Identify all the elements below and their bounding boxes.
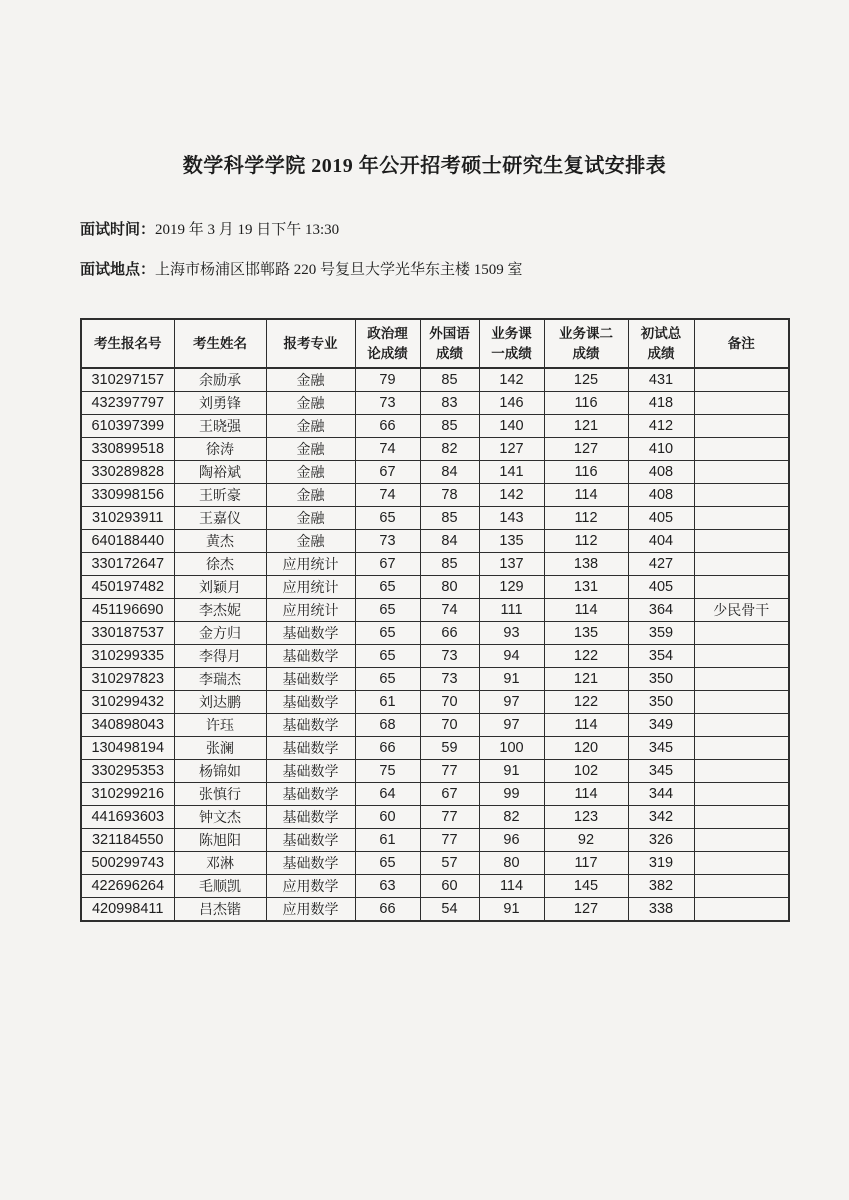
- table-cell: 441693603: [81, 806, 174, 829]
- table-cell: 陶裕斌: [174, 461, 266, 484]
- table-cell: 120: [544, 737, 628, 760]
- table-cell: [694, 691, 789, 714]
- table-cell: 65: [355, 576, 420, 599]
- document-title: 数学科学学院 2019 年公开招考硕士研究生复试安排表: [182, 155, 667, 177]
- table-cell: 405: [628, 576, 694, 599]
- table-cell: 应用数学: [266, 875, 355, 898]
- table-cell: 刘勇锋: [174, 392, 266, 415]
- table-cell: 127: [479, 438, 544, 461]
- table-cell: 73: [355, 392, 420, 415]
- table-cell: 122: [544, 645, 628, 668]
- table-cell: 74: [355, 438, 420, 461]
- table-cell: 金融: [266, 507, 355, 530]
- table-cell: 74: [420, 599, 479, 622]
- table-cell: 142: [479, 484, 544, 507]
- table-cell: 65: [355, 622, 420, 645]
- table-cell: 68: [355, 714, 420, 737]
- table-cell: 徐杰: [174, 553, 266, 576]
- table-cell: 310297157: [81, 368, 174, 392]
- table-cell: 李瑞杰: [174, 668, 266, 691]
- table-cell: 84: [420, 461, 479, 484]
- table-cell: 450197482: [81, 576, 174, 599]
- table-cell: 112: [544, 507, 628, 530]
- table-row: [81, 530, 789, 553]
- table-cell: 405: [628, 507, 694, 530]
- table-cell: 64: [355, 783, 420, 806]
- table-body: [81, 368, 789, 921]
- table-cell: 114: [544, 714, 628, 737]
- table-cell: 340898043: [81, 714, 174, 737]
- table-cell: 基础数学: [266, 783, 355, 806]
- table-cell: 应用统计: [266, 553, 355, 576]
- table-cell: 345: [628, 760, 694, 783]
- table-cell: 310293911: [81, 507, 174, 530]
- table-row: [81, 645, 789, 668]
- table-cell: [694, 553, 789, 576]
- table-cell: 李杰妮: [174, 599, 266, 622]
- table-cell: 金方归: [174, 622, 266, 645]
- table-cell: [694, 645, 789, 668]
- column-header: 报考专业: [266, 319, 355, 368]
- table-cell: [694, 898, 789, 922]
- table-cell: 59: [420, 737, 479, 760]
- table-cell: 许珏: [174, 714, 266, 737]
- table-cell: 422696264: [81, 875, 174, 898]
- table-row: [81, 691, 789, 714]
- table-row: [81, 875, 789, 898]
- header-row: [81, 319, 789, 368]
- table-cell: 83: [420, 392, 479, 415]
- table-row: [81, 783, 789, 806]
- table-cell: 121: [544, 415, 628, 438]
- table-cell: [694, 368, 789, 392]
- table-cell: 408: [628, 461, 694, 484]
- table-cell: 82: [420, 438, 479, 461]
- table-cell: 李得月: [174, 645, 266, 668]
- table-cell: [694, 438, 789, 461]
- table-cell: [694, 507, 789, 530]
- table-cell: 66: [355, 898, 420, 922]
- table-cell: 114: [544, 783, 628, 806]
- table-cell: 142: [479, 368, 544, 392]
- table-row: [81, 484, 789, 507]
- interview-time-label: 面试时间：: [80, 221, 156, 238]
- table-cell: 130498194: [81, 737, 174, 760]
- table-cell: 410: [628, 438, 694, 461]
- table-cell: 143: [479, 507, 544, 530]
- table-cell: 91: [479, 760, 544, 783]
- table-cell: 基础数学: [266, 806, 355, 829]
- table-cell: 146: [479, 392, 544, 415]
- table-cell: 金融: [266, 392, 355, 415]
- table-cell: 80: [479, 852, 544, 875]
- table-cell: 基础数学: [266, 622, 355, 645]
- table-row: [81, 852, 789, 875]
- table-cell: 基础数学: [266, 668, 355, 691]
- table-cell: 382: [628, 875, 694, 898]
- table-cell: 徐涛: [174, 438, 266, 461]
- table-cell: 78: [420, 484, 479, 507]
- table-cell: 77: [420, 760, 479, 783]
- table-cell: 应用统计: [266, 576, 355, 599]
- table-cell: [694, 875, 789, 898]
- table-cell: 73: [420, 668, 479, 691]
- column-header: 考生姓名: [174, 319, 266, 368]
- table-cell: 418: [628, 392, 694, 415]
- table-row: [81, 415, 789, 438]
- table-cell: 412: [628, 415, 694, 438]
- table-cell: [694, 415, 789, 438]
- table-cell: 65: [355, 668, 420, 691]
- table-cell: 84: [420, 530, 479, 553]
- table-row: [81, 392, 789, 415]
- table-cell: [694, 576, 789, 599]
- table-cell: 135: [479, 530, 544, 553]
- table-cell: 67: [355, 461, 420, 484]
- table-cell: 344: [628, 783, 694, 806]
- table-cell: 451196690: [81, 599, 174, 622]
- table-cell: 65: [355, 852, 420, 875]
- table-cell: [694, 668, 789, 691]
- table-row: [81, 668, 789, 691]
- table-cell: 毛顺凯: [174, 875, 266, 898]
- table-cell: 138: [544, 553, 628, 576]
- table-cell: 61: [355, 829, 420, 852]
- column-header: 业务课二 成绩: [544, 319, 628, 368]
- table-cell: 陈旭阳: [174, 829, 266, 852]
- table-row: [81, 368, 789, 392]
- table-cell: 张澜: [174, 737, 266, 760]
- table-row: [81, 576, 789, 599]
- table-row: [81, 714, 789, 737]
- table-cell: [694, 392, 789, 415]
- table-cell: 127: [544, 438, 628, 461]
- table-cell: 420998411: [81, 898, 174, 922]
- table-cell: 114: [479, 875, 544, 898]
- table-cell: 93: [479, 622, 544, 645]
- table-cell: 100: [479, 737, 544, 760]
- table-cell: 应用数学: [266, 898, 355, 922]
- table-cell: 张慎行: [174, 783, 266, 806]
- table-cell: 73: [355, 530, 420, 553]
- table-cell: 97: [479, 714, 544, 737]
- table-cell: 117: [544, 852, 628, 875]
- table-cell: 基础数学: [266, 852, 355, 875]
- table-cell: [694, 622, 789, 645]
- table-cell: 431: [628, 368, 694, 392]
- interview-time-value: 2019 年 3 月 19 日下午 13:30: [155, 222, 340, 238]
- table-cell: 125: [544, 368, 628, 392]
- column-header: 外国语 成绩: [420, 319, 479, 368]
- table-row: [81, 599, 789, 622]
- table-cell: 112: [544, 530, 628, 553]
- table-cell: 65: [355, 645, 420, 668]
- table-cell: 67: [355, 553, 420, 576]
- table-cell: 91: [479, 898, 544, 922]
- table-cell: 326: [628, 829, 694, 852]
- column-header: 初试总 成绩: [628, 319, 694, 368]
- table-cell: 122: [544, 691, 628, 714]
- table-cell: 114: [544, 599, 628, 622]
- table-cell: 330899518: [81, 438, 174, 461]
- table-cell: 吕杰锴: [174, 898, 266, 922]
- table-cell: 321184550: [81, 829, 174, 852]
- table-cell: 77: [420, 806, 479, 829]
- table-cell: 金融: [266, 484, 355, 507]
- table-cell: 66: [420, 622, 479, 645]
- table-cell: 116: [544, 392, 628, 415]
- table-cell: [694, 530, 789, 553]
- column-header: 业务课 一成绩: [479, 319, 544, 368]
- table-cell: 79: [355, 368, 420, 392]
- table-cell: 65: [355, 599, 420, 622]
- table-cell: [694, 760, 789, 783]
- table-cell: 73: [420, 645, 479, 668]
- table-row: [81, 806, 789, 829]
- table-cell: [694, 852, 789, 875]
- table-cell: 65: [355, 507, 420, 530]
- table-cell: 319: [628, 852, 694, 875]
- table-cell: [694, 484, 789, 507]
- table-cell: 57: [420, 852, 479, 875]
- table-cell: 121: [544, 668, 628, 691]
- table-cell: 63: [355, 875, 420, 898]
- table-cell: 刘颖月: [174, 576, 266, 599]
- table-cell: 610397399: [81, 415, 174, 438]
- table-row: [81, 898, 789, 922]
- table-row: [81, 760, 789, 783]
- table-cell: 127: [544, 898, 628, 922]
- results-table: [80, 318, 790, 922]
- table-cell: 金融: [266, 415, 355, 438]
- table-cell: 黄杰: [174, 530, 266, 553]
- interview-location-value: 上海市杨浦区邯郸路 220 号复旦大学光华东主楼 1509 室: [155, 262, 523, 278]
- table-cell: [694, 714, 789, 737]
- table-cell: 54: [420, 898, 479, 922]
- table-cell: 77: [420, 829, 479, 852]
- table-cell: 349: [628, 714, 694, 737]
- table-row: [81, 553, 789, 576]
- table-cell: 少民骨干: [694, 599, 789, 622]
- table-cell: 364: [628, 599, 694, 622]
- table-cell: 70: [420, 691, 479, 714]
- table-cell: 123: [544, 806, 628, 829]
- table-cell: 99: [479, 783, 544, 806]
- table-cell: 60: [420, 875, 479, 898]
- table-cell: 141: [479, 461, 544, 484]
- table-cell: 82: [479, 806, 544, 829]
- table-cell: 94: [479, 645, 544, 668]
- table-cell: 王嘉仪: [174, 507, 266, 530]
- table-cell: 王昕豪: [174, 484, 266, 507]
- table-cell: 145: [544, 875, 628, 898]
- table-cell: 330187537: [81, 622, 174, 645]
- table-cell: 310299216: [81, 783, 174, 806]
- table-cell: 70: [420, 714, 479, 737]
- table-cell: 350: [628, 668, 694, 691]
- table-cell: 135: [544, 622, 628, 645]
- table-cell: 114: [544, 484, 628, 507]
- table-cell: 余励承: [174, 368, 266, 392]
- table-cell: 345: [628, 737, 694, 760]
- table-cell: 350: [628, 691, 694, 714]
- table-cell: [694, 829, 789, 852]
- table-cell: 金融: [266, 461, 355, 484]
- table-row: [81, 461, 789, 484]
- table-row: [81, 507, 789, 530]
- table-cell: 330289828: [81, 461, 174, 484]
- table-cell: [694, 737, 789, 760]
- table-cell: [694, 783, 789, 806]
- table-cell: 310299432: [81, 691, 174, 714]
- table-cell: 330998156: [81, 484, 174, 507]
- interview-location-line: [80, 258, 523, 279]
- table-cell: 338: [628, 898, 694, 922]
- table-cell: 359: [628, 622, 694, 645]
- table-cell: 66: [355, 737, 420, 760]
- table-cell: 137: [479, 553, 544, 576]
- table-cell: 基础数学: [266, 737, 355, 760]
- table-cell: 金融: [266, 438, 355, 461]
- table-cell: 330295353: [81, 760, 174, 783]
- table-row: [81, 829, 789, 852]
- table-row: [81, 622, 789, 645]
- table-cell: 432397797: [81, 392, 174, 415]
- table-cell: 116: [544, 461, 628, 484]
- table-cell: 66: [355, 415, 420, 438]
- table-cell: [694, 806, 789, 829]
- table-cell: 应用统计: [266, 599, 355, 622]
- table-cell: 427: [628, 553, 694, 576]
- table-cell: 杨锦如: [174, 760, 266, 783]
- table-cell: 640188440: [81, 530, 174, 553]
- table-cell: 刘达鹏: [174, 691, 266, 714]
- table-cell: 85: [420, 415, 479, 438]
- table-cell: 67: [420, 783, 479, 806]
- table-cell: 96: [479, 829, 544, 852]
- table-cell: 85: [420, 507, 479, 530]
- table-cell: 91: [479, 668, 544, 691]
- table-cell: 金融: [266, 530, 355, 553]
- table-cell: 500299743: [81, 852, 174, 875]
- column-header: 考生报名号: [81, 319, 174, 368]
- table-cell: 102: [544, 760, 628, 783]
- table-cell: 404: [628, 530, 694, 553]
- table-cell: 61: [355, 691, 420, 714]
- table-cell: 342: [628, 806, 694, 829]
- table-cell: 60: [355, 806, 420, 829]
- interview-time-line: [80, 218, 339, 239]
- table-cell: 354: [628, 645, 694, 668]
- table-cell: 310297823: [81, 668, 174, 691]
- table-cell: 金融: [266, 368, 355, 392]
- table-cell: 129: [479, 576, 544, 599]
- table-cell: 85: [420, 553, 479, 576]
- table-cell: 基础数学: [266, 714, 355, 737]
- table-cell: 74: [355, 484, 420, 507]
- table-cell: 80: [420, 576, 479, 599]
- table-cell: 75: [355, 760, 420, 783]
- table-cell: [694, 461, 789, 484]
- table-cell: 钟文杰: [174, 806, 266, 829]
- table-cell: 基础数学: [266, 691, 355, 714]
- column-header: 备注: [694, 319, 789, 368]
- table-cell: 邓淋: [174, 852, 266, 875]
- table-cell: 基础数学: [266, 829, 355, 852]
- table-cell: 基础数学: [266, 760, 355, 783]
- table-cell: 王晓强: [174, 415, 266, 438]
- column-header: 政治理 论成绩: [355, 319, 420, 368]
- table-cell: 85: [420, 368, 479, 392]
- table-cell: 408: [628, 484, 694, 507]
- table-cell: 基础数学: [266, 645, 355, 668]
- interview-location-label: 面试地点：: [80, 261, 156, 278]
- table-row: [81, 737, 789, 760]
- table-cell: 111: [479, 599, 544, 622]
- table-cell: 140: [479, 415, 544, 438]
- table-cell: 131: [544, 576, 628, 599]
- table-cell: 92: [544, 829, 628, 852]
- table-cell: 310299335: [81, 645, 174, 668]
- table-cell: 330172647: [81, 553, 174, 576]
- table-cell: 97: [479, 691, 544, 714]
- table-row: [81, 438, 789, 461]
